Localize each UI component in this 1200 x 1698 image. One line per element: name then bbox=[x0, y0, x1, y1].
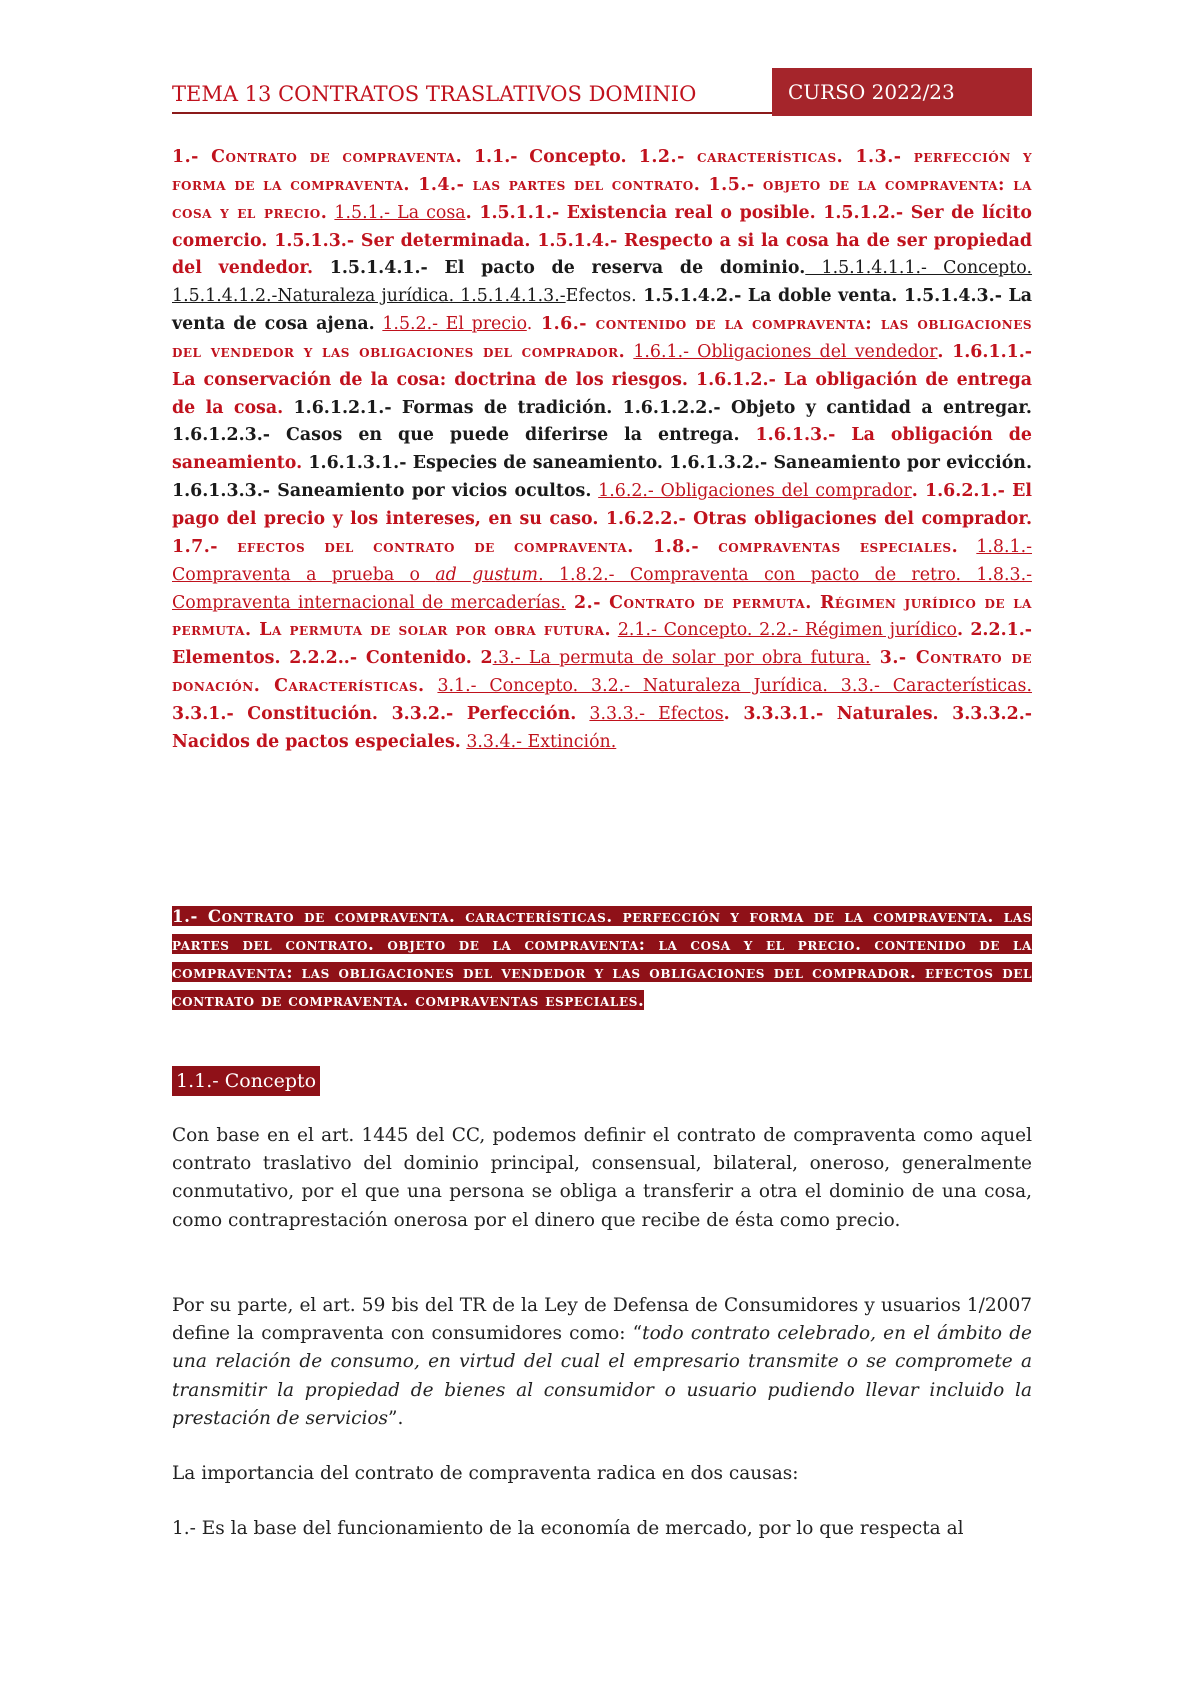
toc-segment: 1.6.1.2.1.- Formas de tradición. 1.6.1.2.2.- Objeto y cantidad a entregar. 1.6.1.2.3.- Casos en que puede diferirse la entrega. bbox=[172, 397, 1032, 446]
toc-segment bbox=[958, 537, 976, 557]
toc-segment bbox=[611, 620, 618, 640]
header-title: TEMA 13 CONTRATOS TRASLATIVOS DOMINIO bbox=[172, 82, 697, 106]
section-banner-text: 1.- Contrato de compraventa. características. perfección y forma de la compraventa. las partes del contrato. objeto de la compraventa: la cosa y el precio. contenido de la compraventa: las obligaciones del vendedor y las obligaciones del comprador. efectos del contrato de compraventa. compraventas especiales. bbox=[172, 906, 1032, 1010]
toc-segment: 2.1.- Concepto. 2.2.- Régimen jurídico bbox=[617, 620, 958, 641]
toc-segment: 1.6.1.3.- La obligación de saneamiento. bbox=[172, 425, 1032, 474]
toc-segment: 1.5.1.- La cosa bbox=[334, 202, 466, 223]
toc-segment: 1.4.- las partes del contrato. bbox=[409, 174, 701, 195]
toc-segment: 1.6.2.- Obligaciones del comprador bbox=[598, 481, 912, 502]
toc-segment: . 1.8.2.- Compraventa con pacto de retro. 1.8.3.- Compraventa internacional de mercaderías. bbox=[172, 564, 1032, 613]
toc-segment: 2.- Contrato de permuta. Régimen jurídico de la permuta. La permuta de solar por obra futura. bbox=[172, 592, 1032, 641]
toc-segment: .3.- La permuta de solar por obra futura. bbox=[492, 648, 871, 669]
toc-segment: . 1.6.1.1.- La conservación de la cosa: doctrina de los riesgos. 1.6.1.2.- La obligación de entrega de la cosa. bbox=[172, 341, 1032, 418]
toc-segment: . 1.5.1.1.- Existencia real o posible. 1.5.1.2.- Ser de lícito comercio. 1.5.1.3.- Ser determinada. 1.5.1.4.- Respecto a si la cosa ha de ser propiedad del vendedor. bbox=[172, 202, 1032, 279]
toc-segment: . 2.2.1.- Elementos. 2.2.2..- Contenido. 2 bbox=[172, 620, 1032, 669]
toc-segment: 1.6.1.- Obligaciones del vendedor bbox=[633, 341, 938, 362]
paragraph-consumer-law-quote: todo contrato celebrado, en el ámbito de una relación de consumo, en virtud del cual el empresario transmite o se compromete a transmitir la propiedad de bienes al consumidor o usuario pudiendo llevar incluido la prestación de servicios bbox=[172, 1323, 1032, 1429]
toc-segment: 3.3.4.- Extinción. bbox=[466, 731, 617, 752]
toc-segment: 3.3.3.- Efectos bbox=[589, 703, 724, 724]
toc-segment: ad gustum bbox=[435, 564, 539, 585]
toc-segment: 1.1.- Concepto. bbox=[462, 147, 627, 167]
toc-segment: 1.3.- perfección y forma de la compraventa. bbox=[172, 147, 1033, 195]
toc-segment: 1.6.- contenido de la compraventa: las obligaciones del vendedor y las obligaciones del comprador. bbox=[172, 314, 1033, 362]
toc-segment: 3.3.1.- Constitución. 3.3.2.- Perfección. bbox=[172, 703, 577, 724]
toc-segment: Efectos. bbox=[565, 286, 637, 307]
paragraph-consumer-law-end: ”. bbox=[388, 1407, 404, 1429]
header-rule bbox=[172, 112, 772, 114]
toc-segment bbox=[425, 676, 438, 696]
table-of-contents bbox=[172, 144, 1032, 757]
toc-segment: 1.5.1.4.1.1.- Concepto. 1.5.1.4.1.2.-Naturaleza jurídica. 1.5.1.4.1.3.- bbox=[172, 258, 1032, 307]
paragraph-importance: La importancia del contrato de compraventa radica en dos causas: bbox=[172, 1463, 799, 1484]
toc-segment: 1.5.1.4.2.- La doble venta. 1.5.1.4.3.- La venta de cosa ajena. bbox=[172, 286, 1033, 335]
subsection-heading: 1.1.- Concepto bbox=[172, 1066, 320, 1096]
course-badge: CURSO 2022/23 bbox=[772, 68, 1032, 116]
toc-segment: 1.2.- características. bbox=[626, 147, 844, 167]
paragraph-consumer-law-intro: Por su parte, el art. 59 bis del TR de la Ley de Defensa de Consumidores y usuarios 1/2007 define la compraventa con consumidores como: “ bbox=[172, 1295, 1032, 1345]
toc-segment: 1.5.1.4.1.- El pacto de reserva de dominio. bbox=[313, 258, 806, 279]
paragraph-consumer-law bbox=[172, 1292, 1032, 1433]
toc-segment: 1.5.2.- El precio bbox=[382, 314, 527, 335]
toc-segment: 1.8.1.- Compraventa a prueba o bbox=[172, 536, 1032, 585]
toc-segment: 1.5.- objeto de la compraventa: la cosa y el precio. bbox=[172, 174, 1032, 223]
toc-segment: . 1.6.2.1.- El pago del precio y los intereses, en su caso. 1.6.2.2.- Otras obligaciones del comprador. bbox=[172, 481, 1032, 529]
toc-segment: 1.6.1.3.1.- Especies de saneamiento. 1.6.1.3.2.- Saneamiento por evicción. 1.6.1.3.3.- Saneamiento por vicios ocultos. bbox=[172, 453, 1032, 502]
toc-segment: 1.7.- efectos del contrato de compraventa. 1.8.- compraventas especiales. bbox=[172, 536, 959, 557]
toc-segment bbox=[576, 704, 589, 724]
section-banner bbox=[172, 902, 1032, 1014]
toc-segment: . 3.3.3.1.- Naturales. 3.3.3.2.- Nacidos de pactos especiales. bbox=[172, 703, 1032, 752]
paragraph-definition: Con base en el art. 1445 del CC, podemos definir el contrato de compraventa como aquel contrato traslativo del dominio principal, consensual, bilateral, oneroso, generalmente conmutativo, por el que una persona se obliga a transferir a otra el dominio de una cosa, como contraprestación onerosa por el dinero que recibe de ésta como precio. bbox=[172, 1125, 1032, 1231]
toc-segment: 3.- Contrato de donación. Características. bbox=[172, 648, 1032, 697]
page-header bbox=[172, 68, 1032, 116]
toc-segment: . bbox=[526, 314, 533, 335]
toc-segment: 3.1.- Concepto. 3.2.- Naturaleza Jurídica. 3.3.- Características. bbox=[437, 676, 1032, 697]
toc-segment: 1.- Contrato de compraventa. bbox=[172, 147, 463, 167]
paragraph-reason-1: 1.- Es la base del funcionamiento de la economía de mercado, por lo que respecta al bbox=[172, 1518, 964, 1539]
